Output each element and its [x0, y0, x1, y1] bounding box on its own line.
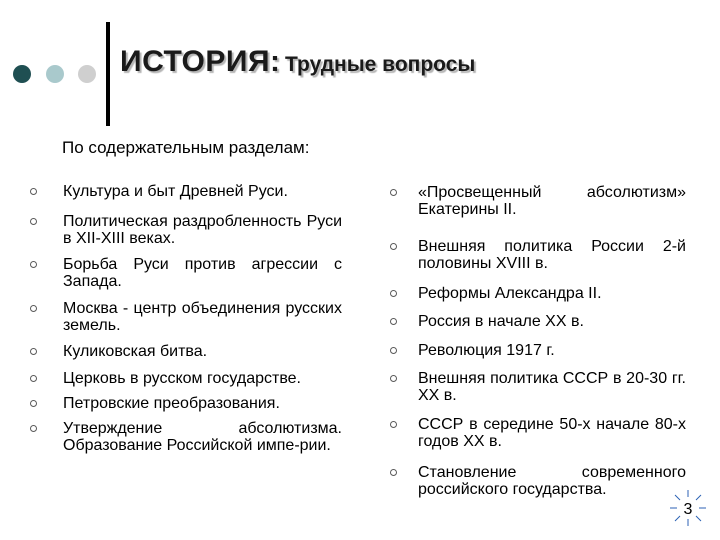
bullet-icon [30, 218, 37, 225]
list-item: Утверждение абсолютизма. Образование Российской импе-рии. [30, 420, 342, 454]
title-sub: Трудные вопросы [284, 53, 476, 76]
list-item: СССР в середине 50-х начале 80-х годов XX в. [390, 416, 686, 450]
section-subtitle: По содержательным разделам: [62, 138, 310, 157]
page-number: 3 [683, 501, 693, 518]
list-item: Политическая раздробленность Руси в XII-XIII веках. [30, 213, 342, 247]
list-item: Внешняя политика России 2-й половины XVIII в. [390, 238, 686, 272]
bullet-icon [390, 421, 397, 428]
list-item: Реформы Александра II. [390, 285, 686, 302]
dot-light [78, 65, 96, 83]
list-item: Культура и быт Древней Руси. [30, 183, 342, 200]
bullet-icon [390, 243, 397, 250]
page-number-badge [668, 488, 708, 528]
bullet-icon [30, 375, 37, 382]
bullet-icon [390, 469, 397, 476]
list-item: «Просвещенный абсолютизм» Екатерины II. [390, 184, 686, 218]
bullet-icon [30, 400, 37, 407]
list-item: Москва - центр объединения русских земель. [30, 300, 342, 334]
list-item: Петровские преобразования. [30, 395, 342, 412]
list-item: Внешняя политика СССР в 20-30 гг. XX в. [390, 370, 686, 404]
bullet-icon [390, 189, 397, 196]
page-title [120, 45, 475, 79]
dot-mid [46, 65, 64, 83]
bullet-icon [390, 290, 397, 297]
list-item: Революция 1917 г. [390, 342, 686, 359]
list-item: Становление современного российского государства. [390, 464, 686, 498]
bullet-icon [30, 188, 37, 195]
bullet-icon [390, 318, 397, 325]
list-item: Борьба Руси против агрессии с Запада. [30, 256, 342, 290]
bullet-icon [390, 347, 397, 354]
bullet-icon [30, 348, 37, 355]
dot-dark [13, 65, 31, 83]
bullet-icon [30, 305, 37, 312]
list-item: Церковь в русском государстве. [30, 370, 342, 387]
bullet-icon [30, 425, 37, 432]
decorative-dots [12, 62, 102, 86]
list-item: Россия в начале XX в. [390, 313, 686, 330]
list-item: Куликовская битва. [30, 343, 342, 360]
vertical-divider [106, 22, 110, 126]
bullet-icon [390, 375, 397, 382]
title-main: ИСТОРИЯ: [120, 45, 281, 78]
bullet-icon [30, 261, 37, 268]
